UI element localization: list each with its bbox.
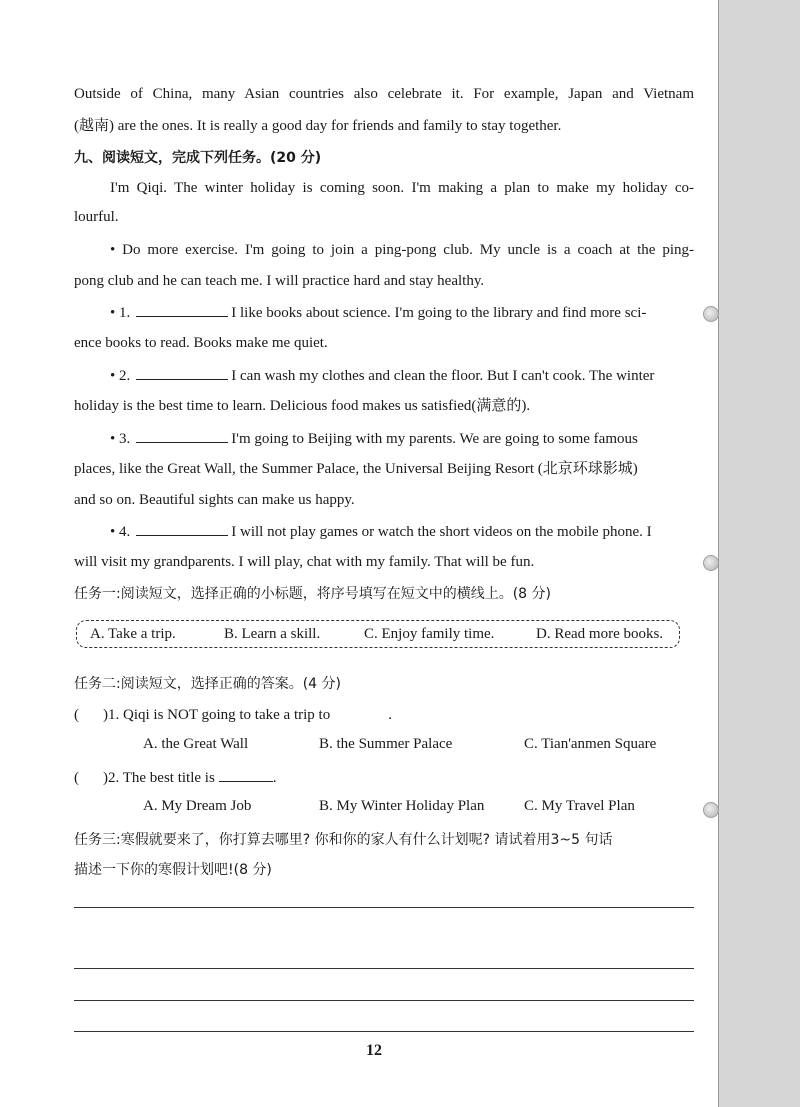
passage-line: will visit my grandparents. I will play, chat with my family. That will be fun. [74,554,535,570]
passage-text: I will not play games or watch the short videos on the mobile phone. I [231,524,652,540]
answer-blank[interactable] [219,767,273,782]
bullet-number: • 4. [110,524,131,540]
passage-line: pong club and he can teach me. I will practice hard and stay healthy. [74,273,485,289]
question-end: . [272,770,277,786]
passage-text: I can wash my clothes and clean the floor. But I can't cook. The winter [231,368,655,384]
passage-line: • Do more exercise. I'm going to join a ping-pong club. My uncle is a coach at the ping- [110,242,694,258]
passage-line: I'm Qiqi. The winter holiday is coming soon. I'm making a plan to make my holiday co- [110,180,694,196]
binding-hole-icon [703,306,719,322]
question-end: . [388,707,392,723]
page-margin-strip [718,0,800,1107]
passage-line: places, like the Great Wall, the Summer Palace, the Universal Beijing Resort (北京环球影城) [74,461,638,477]
question-1 [74,705,392,725]
task3-title-continued: 描述一下你的寒假计划吧!(8 分) [74,862,272,878]
answer-blank[interactable] [136,521,228,536]
binding-hole-icon [703,555,719,571]
bullet-number: • 1. [110,305,131,321]
bullet-item [110,521,652,542]
answer-paren-open: ( [74,707,79,723]
choice-b: B. the Summer Palace [319,736,453,752]
bullet-item [110,302,646,323]
writing-line[interactable] [74,907,694,908]
choice-c: C. My Travel Plan [524,798,635,814]
question-text: )1. Qiqi is NOT going to take a trip to [103,707,331,723]
task3-title: 任务三:寒假就要来了，你打算去哪里? 你和你的家人有什么计划呢? 请试着用3~5 句话 [74,832,613,848]
choice-a: A. the Great Wall [143,736,249,752]
writing-line[interactable] [74,1031,694,1032]
passage-line: and so on. Beautiful sights can make us happy. [74,492,355,508]
option-a: A. Take a trip. [90,626,176,642]
passage-line: holiday is the best time to learn. Delicious food makes us satisfied(满意的). [74,398,531,414]
choice-a: A. My Dream Job [143,798,252,814]
question-text: )2. The best title is [103,770,215,786]
answer-blank[interactable] [136,428,228,443]
option-c: C. Enjoy family time. [364,626,495,642]
page-number: 12 [366,1042,382,1059]
passage-line: lourful. [74,209,119,225]
answer-blank[interactable] [136,365,228,380]
bullet-number: • 2. [110,368,131,384]
bullet-item [110,428,638,449]
task1-title: 任务一:阅读短文，选择正确的小标题，将序号填写在短文中的横线上。(8 分) [74,586,551,602]
passage-line: ence books to read. Books make me quiet. [74,335,328,351]
passage-text: I like books about science. I'm going to the library and find more sci- [231,305,647,321]
intro-line: (越南) are the ones. It is really a good day for friends and family to stay together. [74,118,562,134]
task2-title: 任务二:阅读短文，选择正确的答案。(4 分) [74,676,341,692]
option-b: B. Learn a skill. [224,626,321,642]
binding-hole-icon [703,802,719,818]
answer-paren-open: ( [74,770,79,786]
passage-text: I'm going to Beijing with my parents. We are going to some famous [231,431,638,447]
bullet-number: • 3. [110,431,131,447]
choice-b: B. My Winter Holiday Plan [319,798,485,814]
bullet-item [110,365,654,386]
choice-c: C. Tian'anmen Square [524,736,657,752]
question-2 [74,767,277,788]
answer-blank[interactable] [136,302,228,317]
writing-line[interactable] [74,968,694,969]
option-d: D. Read more books. [536,626,664,642]
intro-line: Outside of China, many Asian countries also celebrate it. For example, Japan and Vietnam [74,86,694,102]
section-heading: 九、阅读短文，完成下列任务。(20 分) [74,150,322,166]
writing-line[interactable] [74,1000,694,1001]
